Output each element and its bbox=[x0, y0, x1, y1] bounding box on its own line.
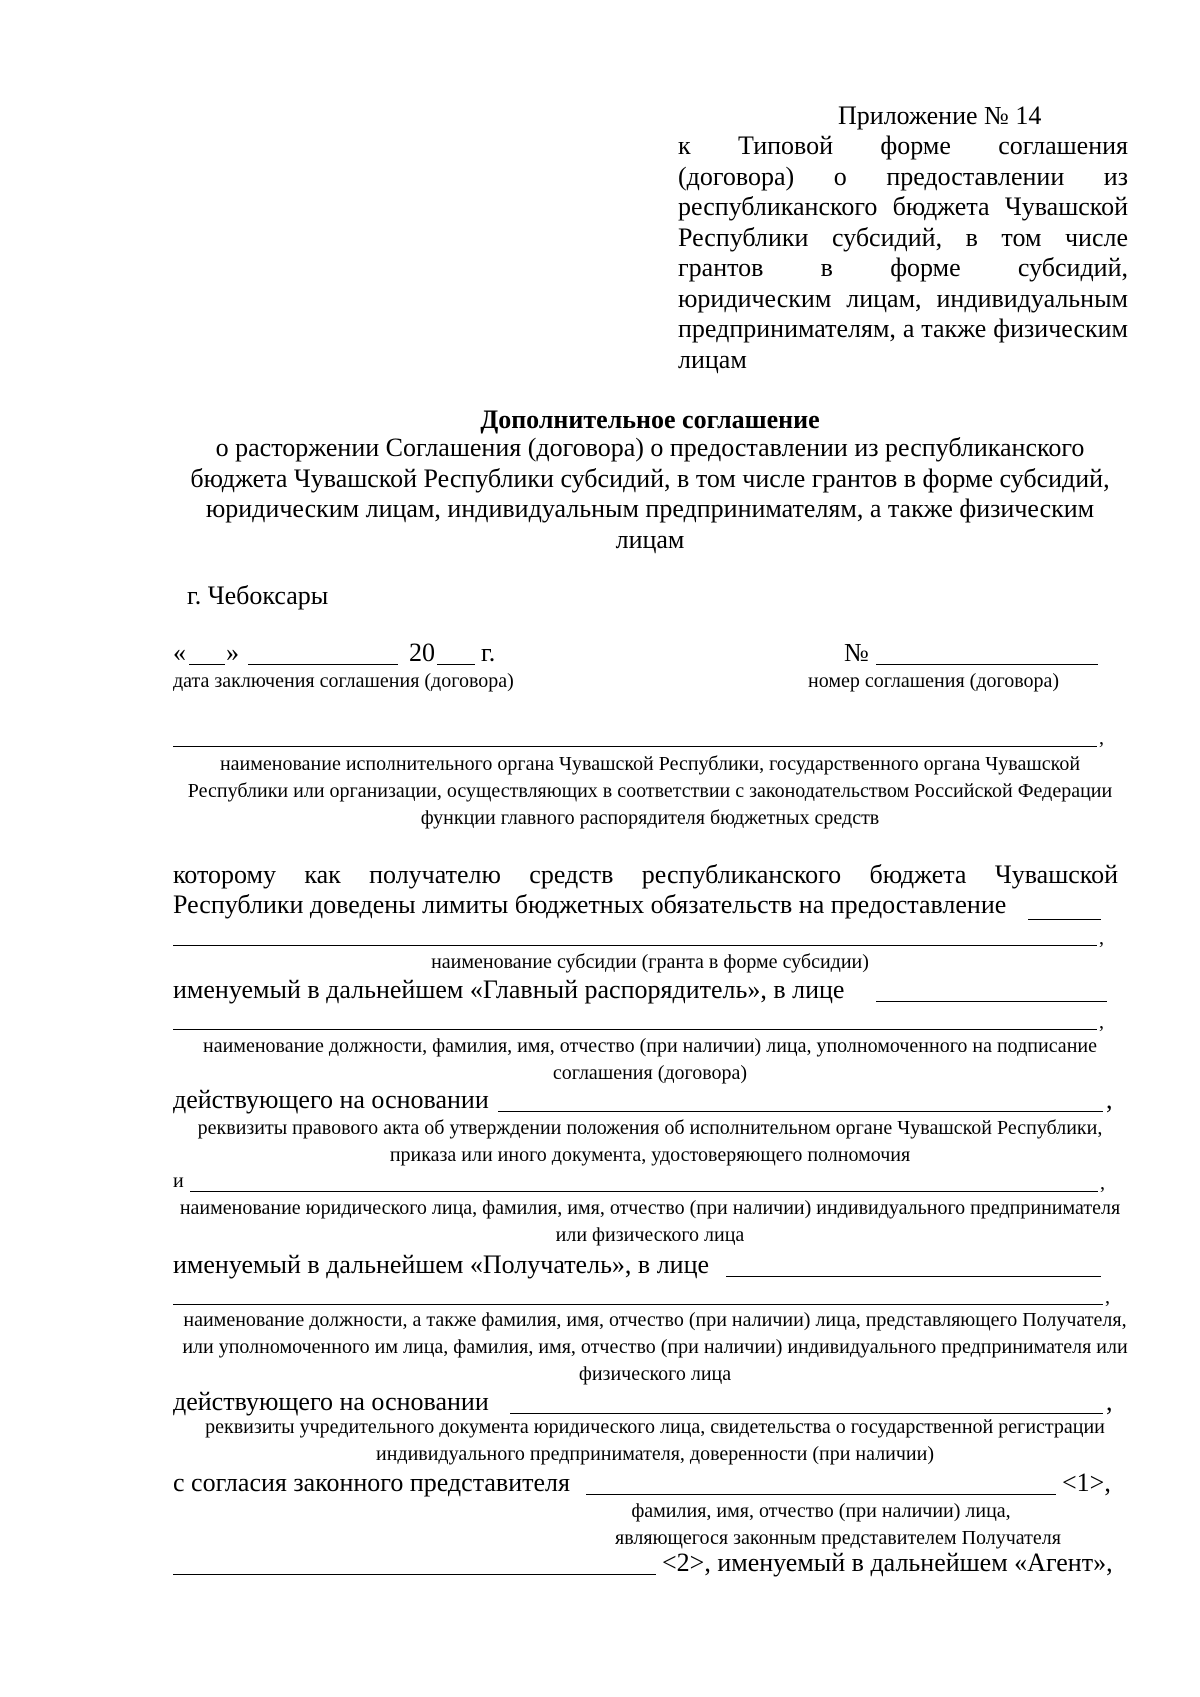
authority-blank bbox=[173, 746, 1097, 747]
recipient-person-comma: , bbox=[1105, 1286, 1110, 1308]
representative-caption-2: являющегося законным представителем Получателя bbox=[615, 1527, 1061, 1549]
provision-blank bbox=[1028, 919, 1101, 920]
subsidy-blank bbox=[173, 945, 1097, 946]
month-blank bbox=[248, 664, 398, 665]
subsidy-caption: наименование субсидии (гранта в форме субсидии) bbox=[431, 951, 869, 973]
chief-person-caption: наименование должности, фамилия, имя, отчество (при наличии) лица, уполномоченного на подписание соглашения (договора) bbox=[203, 1035, 1097, 1084]
recipient-person-caption: наименование должности, а также фамилия, имя, отчество (при наличии) лица, представляющего Получателя, или уполномоченного им лица, фамилия, имя, отчество (при наличии) индивидуального предпринимателя или физического лица bbox=[182, 1309, 1128, 1385]
representative-caption-1: фамилия, имя, отчество (при наличии) лица, bbox=[631, 1500, 1011, 1522]
chief-basis-comma: , bbox=[1106, 1085, 1113, 1114]
recipient-line-2: Республики доведены лимиты бюджетных обязательств на предоставление bbox=[173, 890, 1007, 919]
document-title: Дополнительное соглашение bbox=[480, 405, 820, 434]
recipient-name-comma: , bbox=[1100, 1172, 1105, 1194]
chief-person-blank-2 bbox=[173, 1029, 1097, 1030]
chief-person-comma: , bbox=[1099, 1011, 1104, 1033]
recipient-person-blank-1 bbox=[726, 1276, 1101, 1277]
recipient-basis-caption: реквизиты учредительного документа юридического лица, свидетельства о государственной регистрации индивидуального предпринимателя, доверенности (при наличии) bbox=[205, 1416, 1105, 1465]
year-prefix: 20 bbox=[409, 638, 435, 667]
city-name: г. Чебоксары bbox=[187, 581, 329, 610]
chief-person-blank-1 bbox=[876, 1001, 1107, 1002]
chief-basis-caption: реквизиты правового акта об утверждении положения об исполнительном органе Чувашской Республики, приказа или иного документа, удостоверяющего полномочия bbox=[197, 1117, 1103, 1166]
recipient-basis-comma: , bbox=[1106, 1387, 1113, 1416]
agent-text: <2>, именуемый в дальнейшем «Агент», bbox=[662, 1548, 1113, 1577]
recipient-named-text: именуемый в дальнейшем «Получатель», в лице bbox=[173, 1250, 710, 1279]
chief-named-text: именуемый в дальнейшем «Главный распорядитель», в лице bbox=[173, 975, 845, 1004]
authority-comma: , bbox=[1099, 727, 1104, 749]
representative-blank bbox=[586, 1494, 1056, 1495]
date-close-quote: » bbox=[226, 638, 239, 667]
number-blank bbox=[876, 664, 1098, 665]
and-text: и bbox=[173, 1170, 184, 1192]
number-sign: № bbox=[844, 638, 869, 667]
recipient-line-1: которому как получателю средств республиканского бюджета Чувашской bbox=[173, 860, 1118, 889]
year-blank bbox=[437, 664, 475, 665]
consent-text: с согласия законного представителя bbox=[173, 1468, 570, 1497]
recipient-acting-basis: действующего на основании bbox=[173, 1387, 489, 1416]
recipient-name-blank bbox=[190, 1191, 1098, 1192]
appendix-title: Приложение № 14 bbox=[838, 101, 1042, 130]
chief-basis-blank bbox=[498, 1111, 1103, 1112]
recipient-name-caption: наименование юридического лица, фамилия, имя, отчество (при наличии) индивидуального предпринимателя или физического лица bbox=[179, 1197, 1121, 1246]
appendix-text: к Типовой форме соглашения (договора) о предоставлении из республиканского бюджета Чувашской Республики субсидий, в том числе грантов в форме субсидий, юридическим лицам, индивидуальным предпринимателям, а также физическим лицам bbox=[678, 131, 1128, 374]
day-blank bbox=[189, 664, 225, 665]
recipient-person-blank-2 bbox=[173, 1304, 1103, 1305]
date-caption: дата заключения соглашения (договора) bbox=[173, 670, 514, 692]
subsidy-comma: , bbox=[1099, 927, 1104, 949]
authority-caption: наименование исполнительного органа Чувашской Республики, государственного органа Чувашской Республики или организации, осуществляющих в соответствии с законодательством Российской Федерации функции главного распорядителя бюджетных средств bbox=[187, 753, 1113, 829]
document-subtitle: о расторжении Соглашения (договора) о предоставлении из республиканского бюджета Чувашской Республики субсидий, в том числе грантов в форме субсидий, юридическим лицам, индивидуальным предпринимателям, а также физическим лицам bbox=[190, 433, 1110, 554]
year-suffix: г. bbox=[481, 638, 496, 667]
agent-blank bbox=[173, 1574, 656, 1575]
date-open-quote: « bbox=[173, 638, 186, 667]
chief-acting-basis: действующего на основании bbox=[173, 1085, 489, 1114]
number-caption: номер соглашения (договора) bbox=[808, 670, 1060, 692]
note-1: <1>, bbox=[1062, 1468, 1111, 1497]
